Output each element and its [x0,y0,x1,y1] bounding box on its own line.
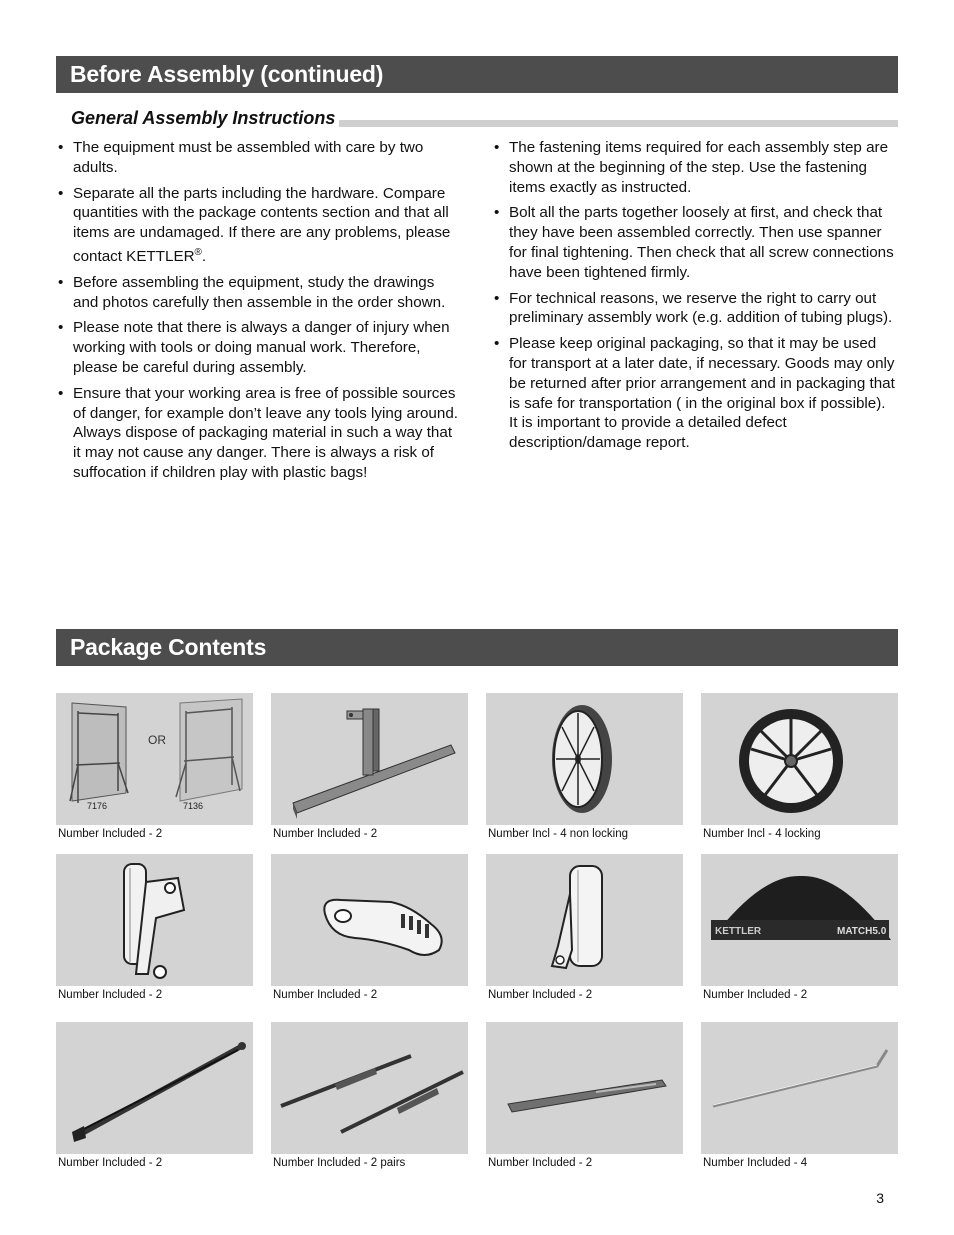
subheading-text: General Assembly Instructions [56,106,339,130]
part-caption: Number Included - 2 [58,1157,163,1169]
part-caption: Number Incl - 4 locking [703,828,821,840]
part-image-flat-strut [486,1022,683,1154]
instruction-item: • Before assembling the equipment, study the drawings and photos carefully then assemble in the order shown. [56,273,461,313]
part-caption: Number Included - 2 [488,1157,593,1169]
part-image-tension-bar [56,1022,253,1154]
part-t-base [271,693,468,841]
part-image-wheel-non-locking [486,693,683,825]
part-caption: Number Included - 2 [273,828,378,840]
part-image-clamp-knob [271,854,468,986]
part-image-rod [701,1022,898,1154]
instruction-item: • For technical reasons, we reserve the right to carry out preliminary assembly work (e.g. addition of tubing plugs). [492,289,897,329]
part-image-net-frame [56,693,253,825]
part-wheel-locking [701,693,898,841]
instructions-right-column [492,138,897,459]
page-number: 3 [876,1190,884,1206]
part-image-hook-pairs [271,1022,468,1154]
part-caption: Number Included - 2 [273,989,378,1001]
image-model-label: MATCH5.0 [837,926,887,937]
instruction-item: • Separate all the parts including the hardware. Compare quantities with the package contents section and that all items are undamaged. If there are any problems, please contact KETTLER®. [56,184,461,267]
instructions-left-column [56,138,461,489]
part-flat-strut [486,1022,683,1170]
part-net-frame [56,693,253,841]
part-tension-bar [56,1022,253,1170]
part-image-net-cover [701,854,898,986]
image-model-label: 7136 [183,801,204,811]
instruction-item: • Please keep original packaging, so that it may be used for transport at a later date, if necessary. Goods may only be returned after prior arrangement and in packaging that is safe for transportation ( in the original box if possible). It is important to provide a detailed defect description/damage report. [492,334,897,453]
section-title: Before Assembly (continued) [70,61,384,87]
instruction-item: • The equipment must be assembled with care by two adults. [56,138,461,178]
part-caption: Number Included - 2 [703,989,808,1001]
image-or-label: OR [148,733,166,747]
section-banner-before-assembly [56,56,898,93]
part-image-post-clamp [56,854,253,986]
part-post-sleeve [486,854,683,1002]
part-image-t-base [271,693,468,825]
part-net-cover [701,854,898,1002]
part-wheel-non-locking [486,693,683,841]
part-hook-pairs [271,1022,468,1170]
instruction-item: • Bolt all the parts together loosely at first, and check that they have been assembled correctly. Then use spanner for final tightening. Then check that all screw connections have been tightened firmly. [492,203,897,282]
part-image-wheel-locking [701,693,898,825]
part-caption: Number Included - 4 [703,1157,808,1169]
part-caption: Number Included - 2 [58,828,163,840]
section-banner-package-contents [56,629,898,666]
image-brand-label: KETTLER [715,926,762,937]
part-image-post-sleeve [486,854,683,986]
bullet-end: . [201,248,207,266]
instruction-item: • The fastening items required for each assembly step are shown at the beginning of the step. Use the fastening items exactly as instructed. [492,138,897,197]
part-rod [701,1022,898,1170]
subheading [56,106,898,130]
instruction-item: • Ensure that your working area is free of possible sources of danger, for example don’t leave any tools lying around. Always dispose of packaging material in such a way that it may not cause any danger. There is always a risk of suffocation if children play with plastic bags! [56,384,461,483]
part-caption: Number Incl - 4 non locking [488,828,628,840]
image-model-label: 7176 [87,801,108,811]
part-caption: Number Included - 2 [488,989,593,1001]
section-title: Package Contents [70,634,267,660]
instruction-item: • Please note that there is always a danger of injury when working with tools or doing manual work. Therefore, please be careful during assembly. [56,318,461,377]
part-caption: Number Included - 2 [58,989,163,1001]
part-clamp-knob [271,854,468,1002]
part-post-clamp [56,854,253,1002]
registered-mark: ® [194,246,202,258]
part-caption: Number Included - 2 pairs [273,1157,406,1169]
